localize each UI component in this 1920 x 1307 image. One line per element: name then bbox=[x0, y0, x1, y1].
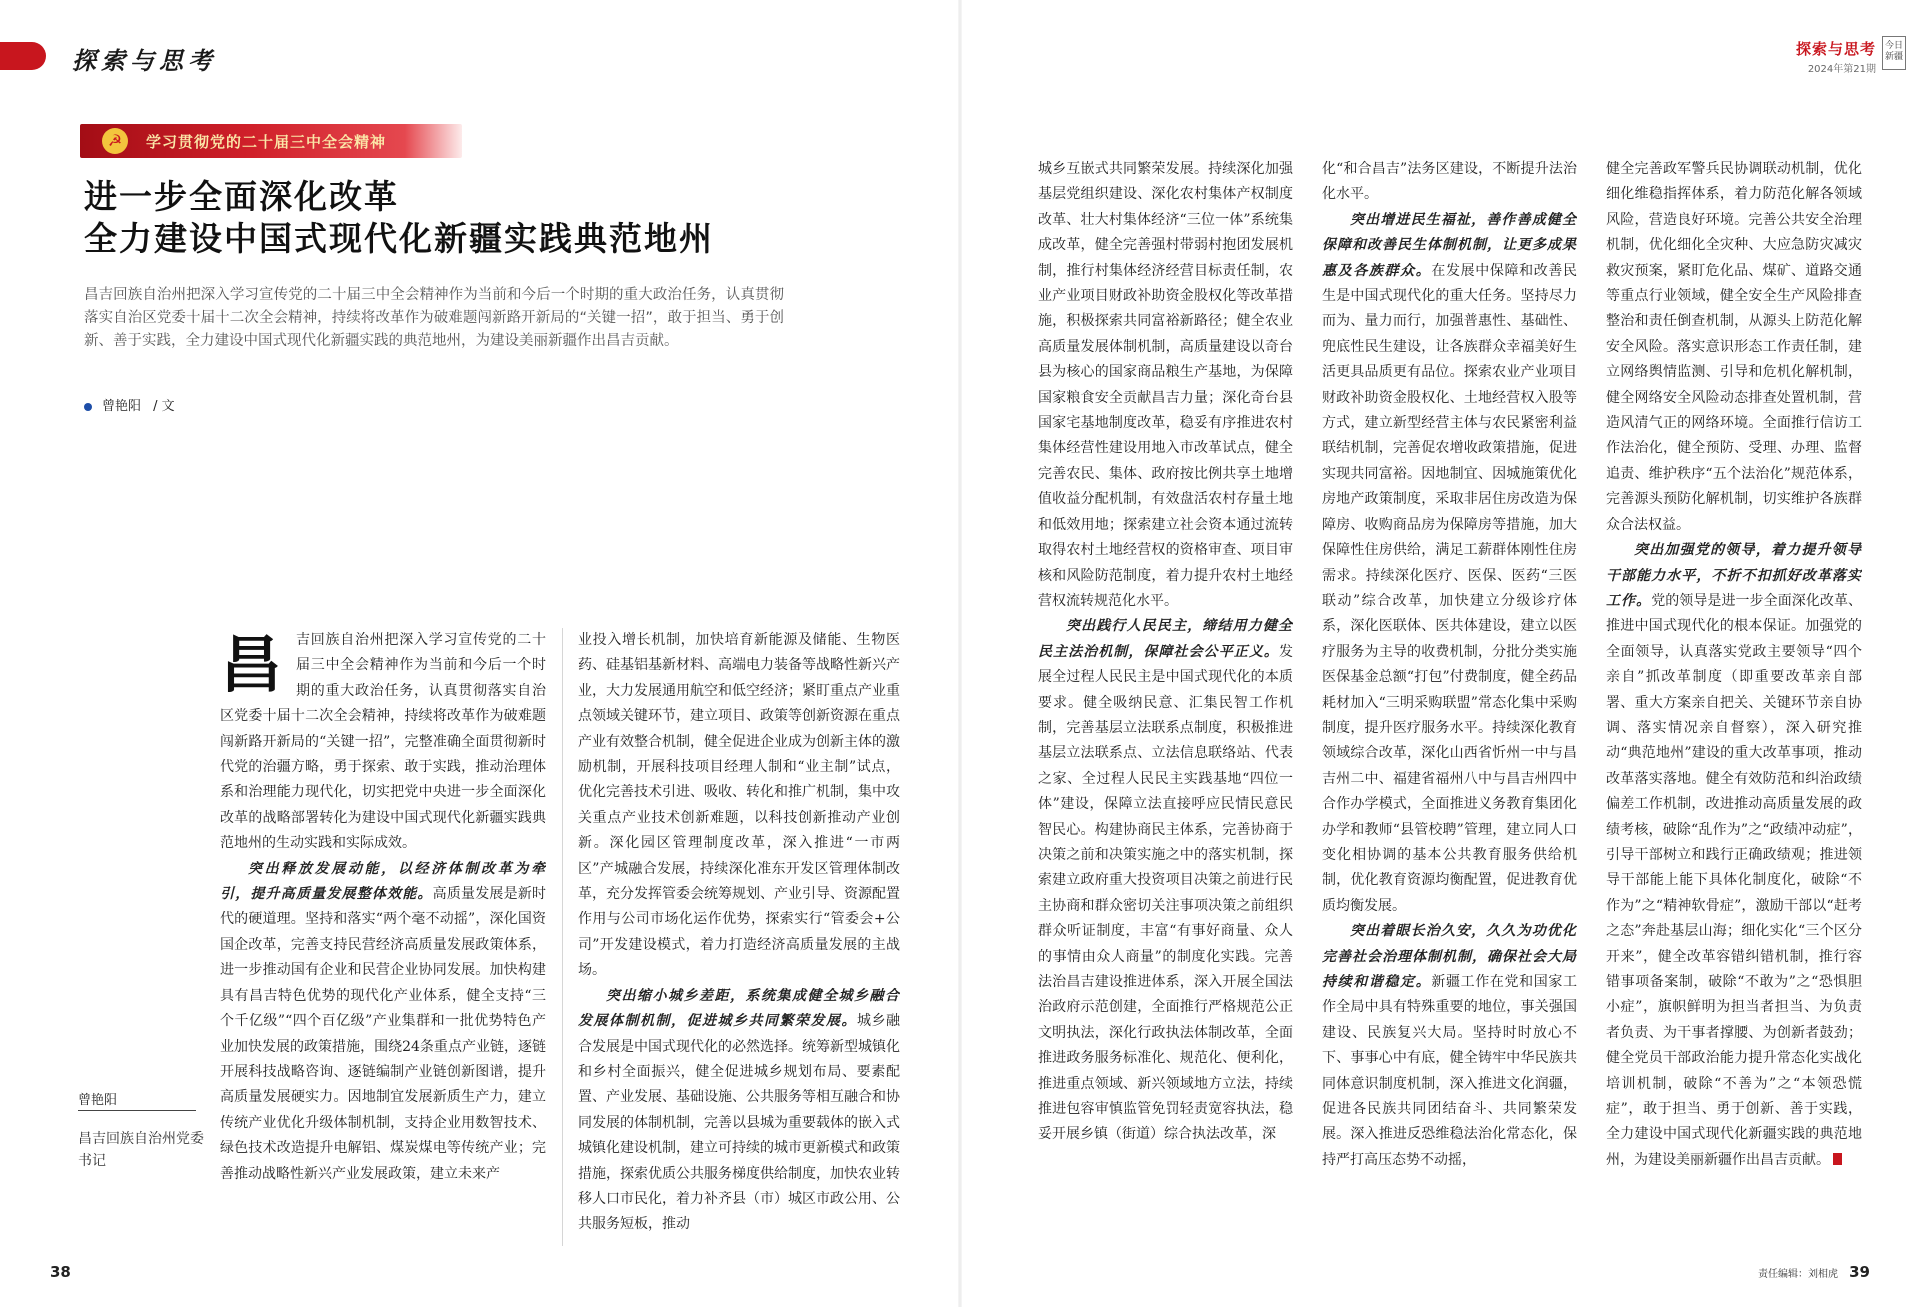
article-title bbox=[84, 176, 714, 260]
section-heading: 突出释放发展动能，以经济体制改革为牵引，提升高质量发展整体效能。 bbox=[220, 860, 546, 903]
body-column-5 bbox=[1606, 157, 1862, 1250]
paragraph-text: 发展全过程人民民主是中国式现代化的本质要求。健全吸纳民意、汇集民智工作机制，完善基层立法联系点制度，积极推进基层立法联系点、立法信息联络站、代表之家、全过程人民民主实践基地“四位一体”建设，保障立法直接呼应民情民意民智民心。构建协商民主体系，完善协商于决策之前和决策实施之中的落实机制，探索建立政府重大投资项目决策之前进行民主协商和群众密切关注事项决策之前组织群众听证制度，丰富“有事好商量、众人的事情由众人商量”的制度化实践。完善法治昌吉建设推进体系，深入开展全国法治政府示范创建，全面推行严格规范公正文明执法，深化行政执法体制改革，全面推进政务服务标准化、规范化、便利化，推进重点领域、新兴领域地方立法，持续推进包容审慎监管免罚轻责宽容执法，稳妥开展乡镇（街道）综合执法改革，深 bbox=[1038, 643, 1293, 1143]
magazine-header bbox=[1796, 38, 1876, 75]
body-paragraph bbox=[1322, 919, 1577, 1173]
magazine-name: 探索与思考 bbox=[1795, 40, 1876, 58]
byline-author: 曾艳阳 bbox=[102, 399, 142, 414]
section-tab-marker bbox=[0, 42, 46, 70]
magazine-logo: 今日新疆 bbox=[1882, 36, 1906, 70]
paragraph-text: 新疆工作在党和国家工作全局中具有特殊重要的地位，事关强国建设、民族复兴大局。坚持时时放心不下、事事心中有底，健全铸牢中华民族共同体意识制度机制，深入推进文化润疆，促进各民族共同团结奋斗、共同繁荣发展。深入推进反恐维稳法治化常态化，保持严打高压态势不动摇， bbox=[1322, 974, 1577, 1168]
title-line-2: 全力建设中国式现代化新疆实践典范地州 bbox=[84, 219, 714, 258]
body-paragraph bbox=[578, 628, 900, 984]
body-paragraph bbox=[1606, 538, 1862, 1173]
page-number-left: 38 bbox=[50, 1263, 71, 1281]
issue-number: 2024年第21期 bbox=[1807, 64, 1876, 75]
section-heading: 突出践行人民民主，缔结用力健全民主法治机制，保障社会公平正义。 bbox=[1038, 618, 1293, 660]
banner-text: 学习贯彻党的二十届三中全会精神 bbox=[146, 133, 387, 151]
end-mark-icon bbox=[1833, 1153, 1842, 1165]
body-paragraph bbox=[1606, 157, 1862, 538]
body-paragraph bbox=[1038, 614, 1293, 1148]
body-column-1 bbox=[220, 628, 546, 1250]
section-heading: 突出增进民生福祉，善作善成健全保障和改善民生体制机制，让更多成果惠及各族群众。 bbox=[1322, 211, 1577, 279]
paragraph-text: 业投入增长机制，加快培育新能源及储能、生物医药、硅基铝基新材料、高端电力装备等战略性新兴产业，大力发展通用航空和低空经济；紧盯重点产业重点领域关键环节，建立项目、政策等创新资源在重点产业有效整合机制，健全促进企业成为创新主体的激励机制，开展科技项目经理人制和“业主制”试点，优化完善技术引进、吸收、转化和推广机制，集中攻关重点产业技术创新难题，以科技创新推动产业创新。深化园区管理制度改革，深入推进“一市两区”产城融合发展，持续深化准东开发区管理体制改革，充分发挥管委会统筹规划、产业引导、资源配置作用与公司市场化运作优势，探索实行“管委会+公司”开发建设模式，着力打造经济高质量发展的主战场。 bbox=[578, 632, 900, 979]
section-heading: 突出着眼长治久安，久久为功优化完善社会治理体制机制，确保社会大局持续和谐稳定。 bbox=[1322, 923, 1577, 990]
body-paragraph bbox=[578, 984, 900, 1238]
byline-suffix: / 文 bbox=[153, 399, 175, 414]
party-emblem-icon: ☭ bbox=[102, 128, 128, 154]
paragraph-text: 在发展中保障和改善民生是中国式现代化的重大任务。坚持尽力而为、量力而行，加强普惠性、基础性、兜底性民生建设，让各族群众幸福美好生活更具品质更有品位。探索农业产业项目财政补助资金股权化、土地经营权入股等方式，建立新型经营主体与农民紧密利益联结机制，完善促农增收政策措施，促进实现共同富裕。因地制宜、因城施策优化房地产政策制度，采取非居住房改造为保障房、收购商品房为保障房等措施，加大保障性住房供给，满足工薪群体刚性住房需求。持续深化医疗、医保、医药“三医联动”综合改革，加快建立分级诊疗体系，深化医联体、医共体建设，建立以医疗服务为主导的收费机制，分批分类实施医保基金总额“打包”付费制度，健全药品耗材加入“三明采购联盟”常态化集中采购制度，提升医疗服务水平。持续深化教育领域综合改革，深化山西省忻州一中与昌吉州二中、福建省福州八中与昌吉州四中合作办学模式，全面推进义务教育集团化办学和教师“县管校聘”管理，建立同人口变化相协调的基本公共教育服务供给机制，优化教育资源均衡配置，促进教育优质均衡发展。 bbox=[1322, 262, 1577, 914]
body-paragraph bbox=[1322, 157, 1577, 208]
body-paragraph bbox=[220, 628, 546, 857]
author-box-name: 曾艳阳 bbox=[78, 1093, 118, 1108]
paragraph-text: 健全完善政军警兵民协调联动机制，优化细化维稳指挥体系，着力防范化解各领域风险，营造良好环境。完善公共安全治理机制，优化细化全灾种、大应急防灾减灾救灾预案，紧盯危化品、煤矿、道路交通等重点行业领域，健全安全生产风险排查整治和责任倒查机制，从源头上防范化解安全风险。落实意识形态工作责任制，建立网络舆情监测、引导和危机化解机制，健全网络安全风险动态排查处置机制，营造风清气正的网络环境。全面推行信访工作法治化，健全预防、受理、办理、监督追责、维护秩序“五个法治化”规范体系，完善源头预防化解机制，切实维护各族群众合法权益。 bbox=[1606, 161, 1862, 533]
section-heading: 突出加强党的领导，着力提升领导干部能力水平，不折不扣抓好改革落实工作。 bbox=[1606, 542, 1862, 609]
section-title: 探索与思考 bbox=[72, 46, 217, 75]
paragraph-text: 吉回族自治州把深入学习宣传党的二十届三中全会精神作为当前和今后一个时期的重大政治任务，认真贯彻落实自治区党委十届十二次全会精神，持续将改革作为破难题闯新路开新局的“关键一招”，完整准确全面贯彻新时代党的治疆方略，勇于探索、敢于实践，推动治理体系和治理能力现代化，切实把党中央进一步全面深化改革的战略部署转化为建设中国式现代化新疆实践典范地州的生动实践和实际成效。 bbox=[220, 632, 546, 852]
topic-banner bbox=[80, 124, 462, 158]
page-spine bbox=[958, 0, 962, 1307]
author-box-role: 昌吉回族自治州党委书记 bbox=[78, 1131, 204, 1169]
body-paragraph bbox=[220, 857, 546, 1187]
drop-cap: 昌 bbox=[220, 628, 283, 701]
body-paragraph bbox=[1322, 208, 1577, 919]
body-paragraph bbox=[1038, 157, 1293, 614]
body-column-2 bbox=[578, 628, 900, 1250]
paragraph-text: 高质量发展是新时代的硬道理。坚持和落实“两个毫不动摇”，深化国资国企改革，完善支持民营经济高质量发展政策体系，进一步推动国有企业和民营企业协同发展。加快构建具有昌吉特色优势的现代化产业体系，健全支持“三个千亿级”“四个百亿级”产业集群和一批优势特色产业加快发展的政策措施，围绕24条重点产业链，逐链开展科技战略咨询、逐链编制产业链创新图谱，提升高质量发展硬实力。因地制宜发展新质生产力，建立传统产业优化升级体制机制，支持企业用数智技术、绿色技术改造提升电解铝、煤炭煤电等传统产业；完善推动战略性新兴产业发展政策，建立未来产 bbox=[220, 886, 546, 1182]
body-column-3 bbox=[1038, 157, 1293, 1250]
body-column-4 bbox=[1322, 157, 1577, 1250]
paragraph-text: 化“和合昌吉”法务区建设，不断提升法治化水平。 bbox=[1322, 161, 1577, 203]
paragraph-text: 城乡互嵌式共同繁荣发展。持续深化加强基层党组织建设、深化农村集体产权制度改革、壮大村集体经济“三位一体”系统集成改革，健全完善强村带弱村抱团发展机制，推行村集体经济经营目标责任制，农业产业项目财政补助资金股权化等改革措施，积极探索共同富裕新路径；健全农业高质量发展体制机制，高质量建设以奇台县为核心的国家商品粮生产基地，为保障国家粮食安全贡献昌吉力量；深化奇台县国家宅基地制度改革，稳妥有序推进农村集体经营性建设用地入市改革试点，健全完善农民、集体、政府按比例共享土地增值收益分配机制，有效盘活农村存量土地和低效用地；探索建立社会资本通过流转取得农村土地经营权的资格审查、项目审核和风险防范制度，着力提升农村土地经营权流转规范化水平。 bbox=[1038, 161, 1293, 609]
responsible-editor: 责任编辑：刘相虎 bbox=[1758, 1269, 1838, 1280]
page-number-right: 39 bbox=[1849, 1263, 1870, 1281]
author-box-divider bbox=[78, 1110, 196, 1111]
byline bbox=[84, 395, 175, 414]
title-line-1: 进一步全面深化改革 bbox=[84, 177, 399, 216]
paragraph-text: 城乡融合发展是中国式现代化的必然选择。统筹新型城镇化和乡村全面振兴，健全促进城乡规划布局、要素配置、产业发展、基础设施、公共服务等相互融合和协同发展的体制机制，完善以县城为重要载体的嵌入式城镇化建设机制，建立可持续的城市更新模式和政策措施，探索优质公共服务梯度供给制度，加快农业转移人口市民化，着力补齐县（市）城区市政公用、公共服务短板，推动 bbox=[578, 1013, 900, 1233]
paragraph-text: 党的领导是进一步全面深化改革、推进中国式现代化的根本保证。加强党的全面领导，认真落实党政主要领导“四个亲自”抓改革制度（即重要改革亲自部署、重大方案亲自把关、关键环节亲自协调、落实情况亲自督察），深入研究推动“典范地州”建设的重大改革事项，推动改革落实落地。健全有效防范和纠治政绩偏差工作机制，改进推动高质量发展的政绩考核，破除“乱作为”之“政绩冲动症”，引导干部树立和践行正确政绩观；推进领导干部能上能下具体化制度化，破除“不作为”之“精神软骨症”，激励干部以“赶考之态”奔赴基层山海；细化实化“三个区分开来”，健全改革容错纠错机制，推行容错事项备案制，破除“不敢为”之“恐惧胆小症”，旗帜鲜明为担当者担当、为负责者负责、为干事者撑腰、为创新者鼓劲；健全党员干部政治能力提升常态化实战化培训机制，破除“不善为”之“本领恐慌症”，敢于担当、勇于创新、善于实践，全力建设中国式现代化新疆实践的典范地州，为建设美丽新疆作出昌吉贡献。 bbox=[1606, 592, 1862, 1168]
article-lead: 昌吉回族自治州把深入学习宣传党的二十届三中全会精神作为当前和今后一个时期的重大政治任务，认真贯彻落实自治区党委十届十二次全会精神，持续将改革作为破难题闯新路开新局的“关键一招”，敢于担当、勇于创新、善于实践，全力建设中国式现代化新疆实践的典范地州，为建设美丽新疆作出昌吉贡献。 bbox=[84, 287, 784, 349]
section-heading: 突出缩小城乡差距，系统集成健全城乡融合发展体制机制，促进城乡共同繁荣发展。 bbox=[578, 987, 900, 1030]
column-divider bbox=[562, 628, 563, 1246]
bullet-dot-icon bbox=[84, 403, 92, 411]
